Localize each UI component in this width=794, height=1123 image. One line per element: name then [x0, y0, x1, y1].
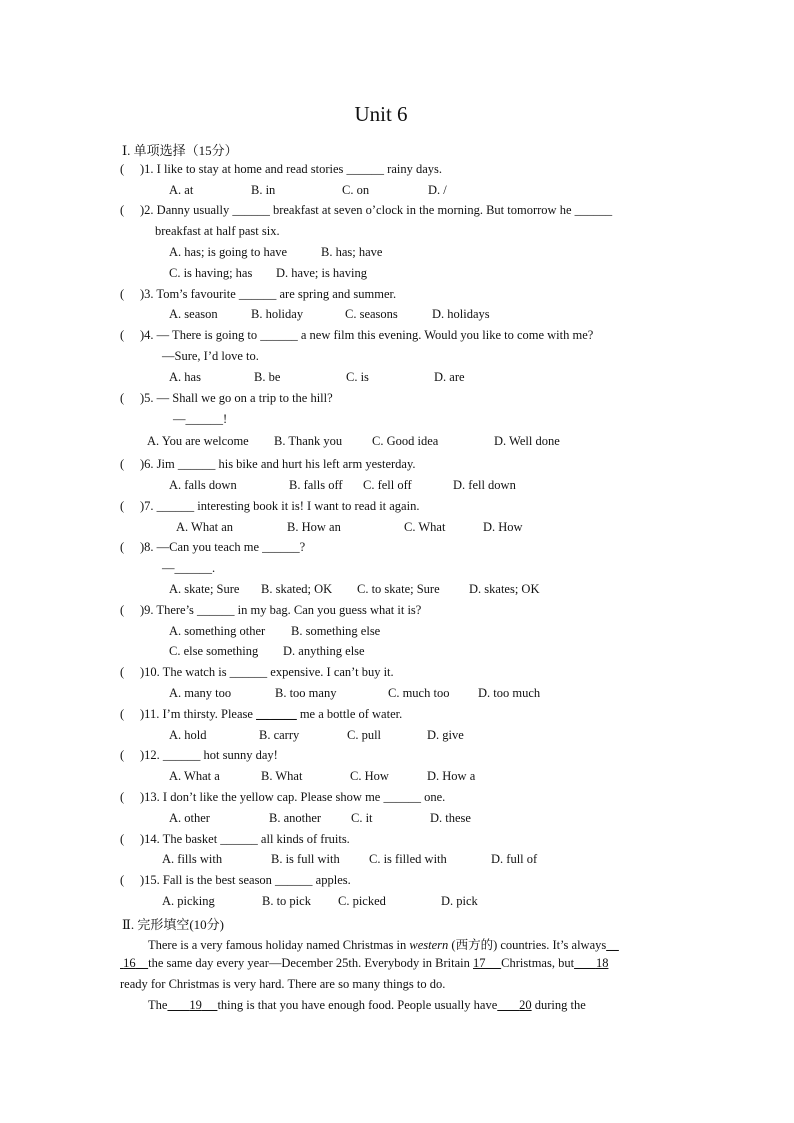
blank[interactable]: __ ____ — [256, 707, 297, 721]
q11-option-d: D. give — [427, 728, 464, 742]
cloze-line-2: 16 the same day every year—December 25th. Everybody in Britain 17 Christmas, but 18 — [120, 956, 608, 971]
q4-option-a: A. has — [169, 370, 201, 384]
cloze-line-1: There is a very famous holiday named Christmas in western (西方的) countries. It’s always__ — [148, 938, 619, 952]
q13-option-d: D. these — [430, 811, 471, 825]
q3-option-b: B. holiday — [251, 307, 304, 321]
answer-paren[interactable]: ( — [120, 873, 125, 887]
question-3: ( )3. Tom’s favourite ______ are spring and summer. — [120, 287, 397, 301]
q7-option-a: A. What an — [176, 520, 234, 534]
blank-19[interactable]: 19 — [189, 998, 202, 1012]
q3-option-a: A. season — [169, 307, 218, 321]
answer-paren[interactable]: ( — [120, 203, 125, 217]
answer-paren[interactable]: ( — [120, 391, 125, 405]
q1-option-c: C. on — [342, 183, 370, 197]
q5-option-d: D. Well done — [494, 434, 560, 448]
cloze-line-3: ready for Christmas is very hard. There are so many things to do. — [120, 977, 446, 991]
q2-option-d: D. have; is having — [276, 266, 367, 280]
q7-option-d: D. How — [483, 520, 523, 534]
answer-paren[interactable]: ( — [120, 540, 125, 554]
answer-paren[interactable]: ( — [120, 707, 125, 721]
q5-option-c: C. Good idea — [372, 434, 439, 448]
blank-16[interactable]: 16 — [123, 956, 136, 970]
q6-option-a: A. falls down — [169, 478, 237, 492]
answer-paren[interactable]: ( — [120, 790, 125, 804]
section-2-heading: Ⅱ. 完形填空(10分) — [122, 917, 224, 932]
question-15: ( )15. Fall is the best season ______ apples. — [120, 873, 351, 887]
q2-option-a: A. has; is going to have — [169, 245, 288, 259]
q10-option-c: C. much too — [388, 686, 450, 700]
blank-17[interactable]: 17 — [473, 956, 486, 970]
q8-option-d: D. skates; OK — [469, 582, 540, 596]
q12-option-a: A. What a — [169, 769, 220, 783]
q13-option-b: B. another — [269, 811, 322, 825]
q15-option-d: D. pick — [441, 894, 478, 908]
question-4: ( )4. — There is going to ______ a new film this evening. Would you like to come with me? — [120, 328, 594, 342]
q9-option-d: D. anything else — [283, 644, 365, 658]
q10-option-b: B. too many — [275, 686, 337, 700]
blank-20[interactable]: 20 — [519, 998, 532, 1012]
q2-option-c: C. is having; has — [169, 266, 253, 280]
q14-option-b: B. is full with — [271, 852, 340, 866]
page-title: Unit 6 — [354, 102, 408, 126]
q3-option-d: D. holidays — [432, 307, 490, 321]
question-9: ( )9. There’s ______ in my bag. Can you guess what it is? — [120, 603, 422, 617]
q9-option-a: A. something other — [169, 624, 266, 638]
question-14: ( )14. The basket ______ all kinds of fruits. — [120, 832, 350, 846]
answer-paren[interactable]: ( — [120, 603, 125, 617]
question-6: ( )6. Jim ______ his bike and hurt his left arm yesterday. — [120, 457, 416, 471]
question-7: ( )7. ______ interesting book it is! I want to read it again. — [120, 499, 420, 513]
q4-option-b: B. be — [254, 370, 281, 384]
answer-paren[interactable]: ( — [120, 328, 125, 342]
q2-option-b: B. has; have — [321, 245, 383, 259]
q4-option-c: C. is — [346, 370, 369, 384]
question-1: ( )1. I like to stay at home and read stories ______ rainy days. — [120, 162, 443, 176]
question-13: ( )13. I don’t like the yellow cap. Please show me ______ one. — [120, 790, 446, 804]
q8-option-a: A. skate; Sure — [169, 582, 240, 596]
q15-option-a: A. picking — [162, 894, 215, 908]
q6-option-d: D. fell down — [453, 478, 516, 492]
q7-option-c: C. What — [404, 520, 446, 534]
question-11: ( )11. I’m thirsty. Please __ ____ me a bottle of water. — [120, 707, 403, 721]
q14-option-c: C. is filled with — [369, 852, 447, 866]
section-1-heading: Ⅰ. 单项选择（15分） — [122, 143, 238, 158]
answer-paren[interactable]: ( — [120, 499, 125, 513]
q8-continuation: —______. — [162, 561, 216, 575]
q6-option-b: B. falls off — [289, 478, 343, 492]
answer-paren[interactable]: ( — [120, 457, 125, 471]
blank-18[interactable]: 18 — [595, 956, 609, 970]
q15-option-c: C. picked — [338, 894, 386, 908]
cloze-line-4: The 19 thing is that you have enough food. People usually have 20 during the — [148, 998, 586, 1012]
q9-option-c: C. else something — [169, 644, 259, 658]
q15-option-b: B. to pick — [262, 894, 311, 908]
q11-option-c: C. pull — [347, 728, 382, 742]
q4-option-d: D. are — [434, 370, 465, 384]
question-2: ( )2. Danny usually ______ breakfast at seven o’clock in the morning. But tomorrow he ______ — [120, 203, 613, 217]
q5-option-b: B. Thank you — [274, 434, 343, 448]
q12-option-c: C. How — [350, 769, 389, 783]
q14-option-d: D. full of — [491, 852, 538, 866]
q7-option-b: B. How an — [287, 520, 341, 534]
question-12: ( )12. ______ hot sunny day! — [120, 748, 278, 762]
q1-option-a: A. at — [169, 183, 194, 197]
q12-option-b: B. What — [261, 769, 303, 783]
q2-continuation: breakfast at half past six. — [155, 224, 280, 238]
q1-option-d: D. / — [428, 183, 447, 197]
question-10: ( )10. The watch is ______ expensive. I can’t buy it. — [120, 665, 394, 679]
q5-continuation: —______! — [173, 412, 228, 426]
q10-option-d: D. too much — [478, 686, 541, 700]
q13-option-c: C. it — [351, 811, 373, 825]
q5-option-a: A. You are welcome — [147, 434, 249, 448]
q1-option-b: B. in — [251, 183, 276, 197]
answer-paren[interactable]: ( — [120, 748, 125, 762]
q12-option-d: D. How a — [427, 769, 476, 783]
answer-paren[interactable]: ( — [120, 162, 125, 176]
q13-option-a: A. other — [169, 811, 210, 825]
question-8: ( )8. —Can you teach me ______? — [120, 540, 306, 554]
q4-continuation: —Sure, I’d love to. — [162, 349, 259, 363]
answer-paren[interactable]: ( — [120, 287, 125, 301]
q8-option-c: C. to skate; Sure — [357, 582, 440, 596]
answer-paren[interactable]: ( — [120, 665, 125, 679]
answer-paren[interactable]: ( — [120, 832, 125, 846]
q8-option-b: B. skated; OK — [261, 582, 333, 596]
q10-option-a: A. many too — [169, 686, 232, 700]
q6-option-c: C. fell off — [363, 478, 412, 492]
question-5: ( )5. — Shall we go on a trip to the hill? — [120, 391, 333, 405]
q11-option-a: A. hold — [169, 728, 207, 742]
q14-option-a: A. fills with — [162, 852, 223, 866]
q3-option-c: C. seasons — [345, 307, 398, 321]
q11-option-b: B. carry — [259, 728, 300, 742]
q9-option-b: B. something else — [291, 624, 381, 638]
